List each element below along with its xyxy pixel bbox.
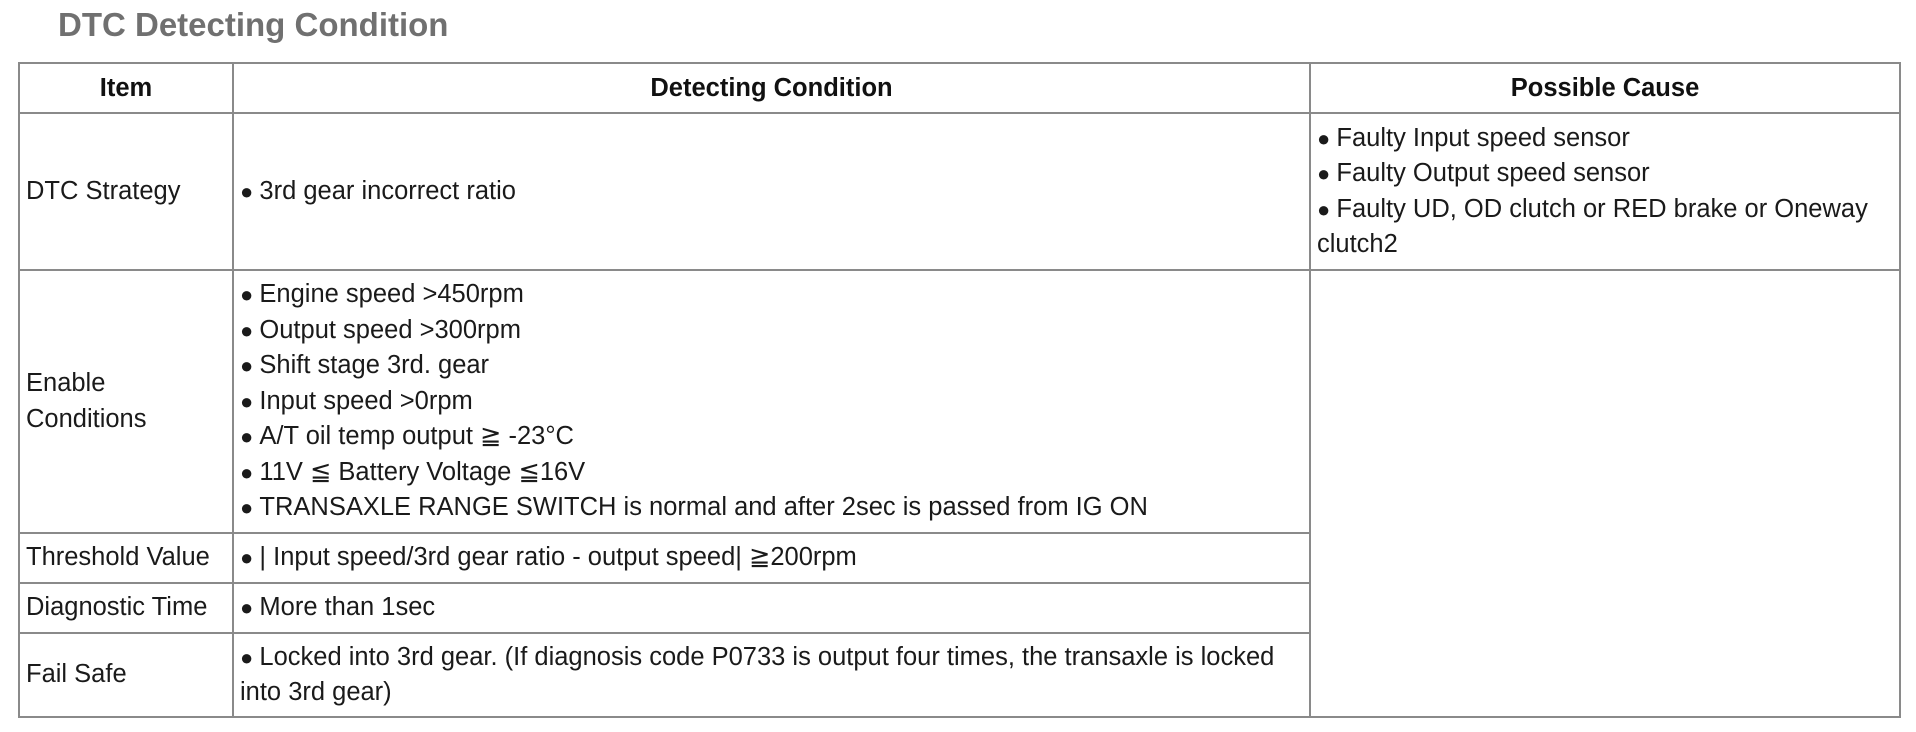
condition-list <box>240 174 1303 210</box>
condition-cell-diagnostic-time <box>233 583 1310 633</box>
condition-item: ● 3rd gear incorrect ratio <box>240 174 1303 210</box>
item-dtc-strategy: DTC Strategy <box>19 113 233 270</box>
condition-list <box>240 640 1303 711</box>
condition-list <box>240 277 1303 526</box>
condition-item: ● Shift stage 3rd. gear <box>240 348 1303 384</box>
cause-list <box>1317 121 1893 263</box>
condition-cell-dtc-strategy <box>233 113 1310 270</box>
condition-item: ● 11V ≦ Battery Voltage ≦16V <box>240 455 1303 491</box>
table-header-row <box>19 63 1900 113</box>
cause-item: ● Faulty Input speed sensor <box>1317 121 1893 157</box>
condition-list <box>240 540 1303 576</box>
header-detecting-condition: Detecting Condition <box>233 63 1310 113</box>
header-item: Item <box>19 63 233 113</box>
dtc-table <box>18 62 1901 718</box>
cause-item: ● Faulty Output speed sensor <box>1317 156 1893 192</box>
condition-item: ● Locked into 3rd gear. (If diagnosis code P0733 is output four times, the transaxle is locked into 3rd gear) <box>240 640 1303 711</box>
possible-cause-empty-cell <box>1310 270 1900 717</box>
item-fail-safe: Fail Safe <box>19 633 233 717</box>
table-row-enable-conditions <box>19 270 1900 533</box>
condition-item: ● TRANSAXLE RANGE SWITCH is normal and after 2sec is passed from IG ON <box>240 490 1303 526</box>
condition-cell-fail-safe <box>233 633 1310 717</box>
cause-item: ● Faulty UD, OD clutch or RED brake or Oneway clutch2 <box>1317 192 1893 263</box>
condition-item: ● Engine speed >450rpm <box>240 277 1303 313</box>
header-possible-cause: Possible Cause <box>1310 63 1900 113</box>
condition-list <box>240 590 1303 626</box>
item-enable-conditions: Enable Conditions <box>19 270 233 533</box>
condition-item: ● | Input speed/3rd gear ratio - output speed| ≧200rpm <box>240 540 1303 576</box>
condition-cell-enable-conditions <box>233 270 1310 533</box>
table-row-dtc-strategy <box>19 113 1900 270</box>
condition-cell-threshold-value <box>233 533 1310 583</box>
possible-cause-cell <box>1310 113 1900 270</box>
page-title: DTC Detecting Condition <box>58 6 449 43</box>
item-diagnostic-time: Diagnostic Time <box>19 583 233 633</box>
condition-item: ● Output speed >300rpm <box>240 313 1303 349</box>
condition-item: ● Input speed >0rpm <box>240 384 1303 420</box>
condition-item: ● A/T oil temp output ≧ -23°C <box>240 419 1303 455</box>
item-threshold-value: Threshold Value <box>19 533 233 583</box>
condition-item: ● More than 1sec <box>240 590 1303 626</box>
